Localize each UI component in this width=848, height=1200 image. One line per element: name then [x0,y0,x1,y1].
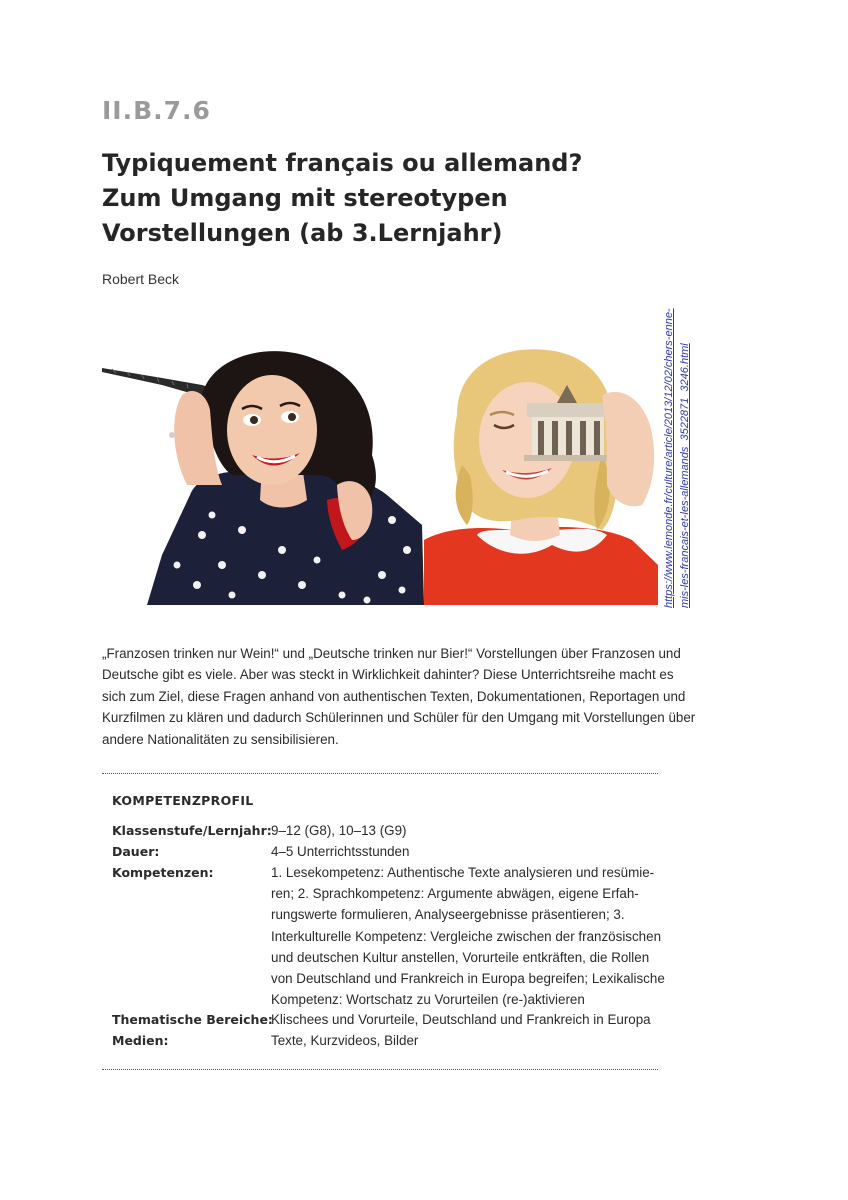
value-line: 9–12 (G8), 10–13 (G9) [271,823,407,838]
value-line: ren; 2. Sprachkompetenz: Argumente abwägen, eigene Erfah- [271,886,639,902]
divider-top [102,773,658,774]
section-code: II.B.7.6 [102,96,211,125]
intro-line: andere Nationalitäten zu sensibilisieren. [102,731,339,747]
intro-line: „Franzosen trinken nur Wein!“ und „Deutsche trinken nur Bier!“ Vorstellungen über Franzosen und [102,646,681,661]
page-title [102,146,662,251]
intro-paragraph [102,643,696,750]
value-medien [271,1030,651,1051]
label-dauer: Dauer: [112,844,160,859]
intro-line: Deutsche gibt es viele. Aber was steckt in Wirklichkeit dahinter? Diese Unterrichtsreihe macht es [102,667,674,683]
title-line: Zum Umgang mit stereotypen [102,184,508,212]
photo-credit-line[interactable]: https://www.lemonde.fr/culture/article/2013/12/02/chers-enne- [663,308,675,608]
label-medien: Medien: [112,1033,169,1048]
title-line: Vorstellungen (ab 3.Lernjahr) [102,219,503,247]
divider-bottom [102,1069,658,1070]
intro-line: Kurzfilmen zu klären und dadurch Schülerinnen und Schüler für den Umgang mit Vorstellungen über [102,710,696,726]
value-line: Klischees und Vorurteile, Deutschland und Frankreich in Europa [271,1012,651,1027]
value-line: und deutschen Kultur anstellen, Vorurteile entkräften, die Rollen [271,949,650,965]
woman-with-eiffel-tower-illustration [102,351,424,605]
woman-with-brandenburg-gate-illustration [424,349,658,605]
value-klassenstufe [271,820,651,841]
value-line: 1. Lesekompetenz: Authentische Texte analysieren und resümie- [271,865,655,880]
label-klassenstufe: Klassenstufe/Lernjahr: [112,823,272,838]
photo-credit-line[interactable]: mis-les-francais-et-les-allemands_3522871_3246.html [679,343,691,608]
value-line: Interkulturelle Kompetenz: Vergleiche zwischen der französischen [271,928,662,944]
title-line: Typiquement français ou allemand? [102,149,583,177]
intro-line: sich zum Ziel, diese Fragen anhand von authentischen Texten, Dokumentationen, Reportagen und [102,688,686,704]
cover-photo [102,325,658,605]
value-line: rungswerte formulieren, Analyseergebnisse präsentieren; 3. [271,907,625,923]
photo-credit-link[interactable] [661,308,693,608]
value-line: Texte, Kurzvideos, Bilder [271,1033,419,1048]
value-thematische-bereiche [271,1009,651,1030]
author-name: Robert Beck [102,271,180,287]
label-kompetenzen: Kompetenzen: [112,865,214,880]
value-line: 4–5 Unterrichtsstunden [271,844,410,859]
value-dauer [271,841,651,862]
value-line: von Deutschland und Frankreich in Europa begreifen; Lexikalische [271,971,665,987]
value-kompetenzen [271,862,665,1010]
value-line: Kompetenz: Wortschatz zu Vorurteilen (re-)aktivieren [271,992,585,1008]
label-thematische-bereiche: Thematische Bereiche: [112,1012,273,1027]
kompetenzprofil-heading: KOMPETENZPROFIL [112,793,254,808]
